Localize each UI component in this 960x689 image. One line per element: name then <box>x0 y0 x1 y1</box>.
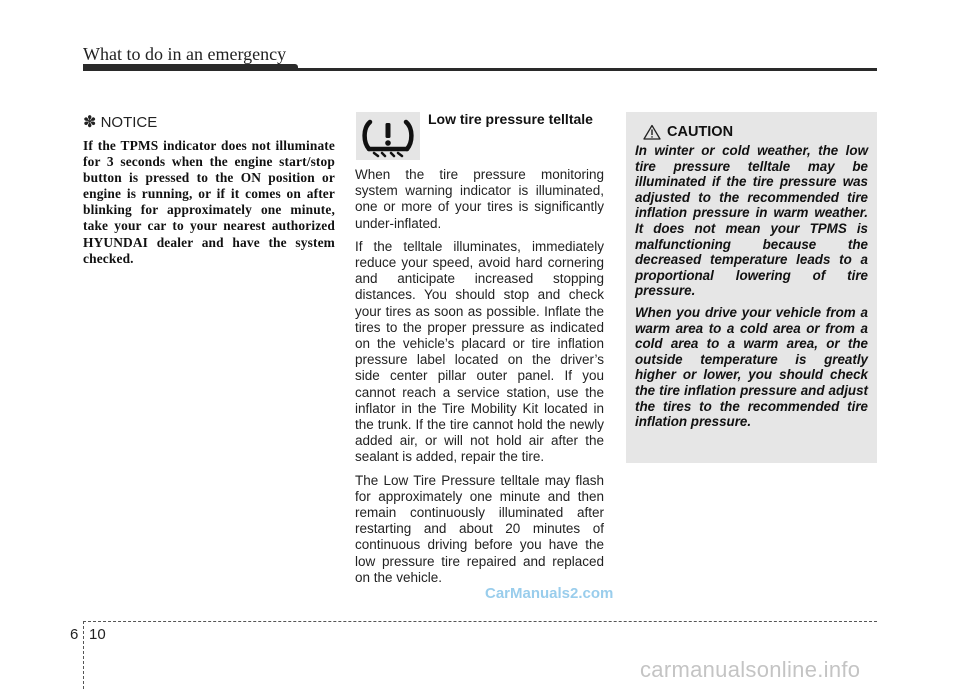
caution-heading <box>643 121 868 143</box>
notice-star-icon: ✽ <box>83 114 97 131</box>
header-rule <box>83 68 877 71</box>
telltale-paragraph: When the tire pressure monitoring system warning indicator is illuminated, one or more of your tires is significantly under-inflated. <box>355 167 604 231</box>
low-tire-pressure-icon <box>356 112 420 160</box>
caution-text <box>635 143 868 430</box>
chapter-number: 6 <box>70 626 79 643</box>
caution-title: CAUTION <box>667 124 734 140</box>
notice-heading <box>83 112 157 132</box>
telltale-description <box>355 167 604 593</box>
telltale-heading: Low tire pressure telltale <box>428 111 593 127</box>
carmanuals-watermark: CarManuals2.com <box>485 585 614 602</box>
section-header-title: What to do in an emergency <box>83 44 287 64</box>
site-watermark: carmanualsonline.info <box>640 657 861 682</box>
page-number: 10 <box>89 626 106 643</box>
notice-title: NOTICE <box>100 114 158 131</box>
notice-body: If the TPMS indicator does not illuminate for 3 seconds when the engine start/stop button is pressed to the ON position or engine is running, or if it comes on after blinking for approximately one minute, take your car to your nearest authorized HYUNDAI dealer and have the system checked. <box>83 138 335 266</box>
telltale-paragraph: The Low Tire Pressure telltale may flash for approximately one minute and then remain continuously illuminated after restarting and about 20 minutes of continuous driving before you have the low pressure tire repaired and replaced on the vehicle. <box>355 472 604 585</box>
footer-divider <box>83 621 84 689</box>
warning-triangle-icon <box>643 124 661 140</box>
caution-box <box>626 112 877 463</box>
footer-rule <box>83 621 877 622</box>
telltale-paragraph: If the telltale illuminates, immediately reduce your speed, avoid hard cornering and anticipate increased stopping distances. You should stop and check your tires as soon as possible. Inflate the tires to the proper pressure as indicated on the vehicle’s placard or tire inflation pressure label located on the driver’s side center pillar outer panel. If you cannot reach a service station, use the inflator in the Tire Mobility Kit located in the trunk. If the tire cannot hold the newly added air, or will not hold air after the sealant is added, repair the tire. <box>355 238 604 465</box>
caution-paragraph: When you drive your vehicle from a warm area to a cold area or from a cold area to a warm area, or the outside temperature is greatly higher or lower, you should check the tire inflation pressure and adjust the tires to the recommended tire inflation pressure. <box>635 304 868 430</box>
caution-paragraph: In winter or cold weather, the low tire pressure telltale may be illuminated if the tire pressure was adjusted to the recommended tire inflation pressure in warm weather. It does not mean your TPMS is malfunctioning because the decreased temperature leads to a proportional lowering of tire pressure. <box>635 143 868 299</box>
